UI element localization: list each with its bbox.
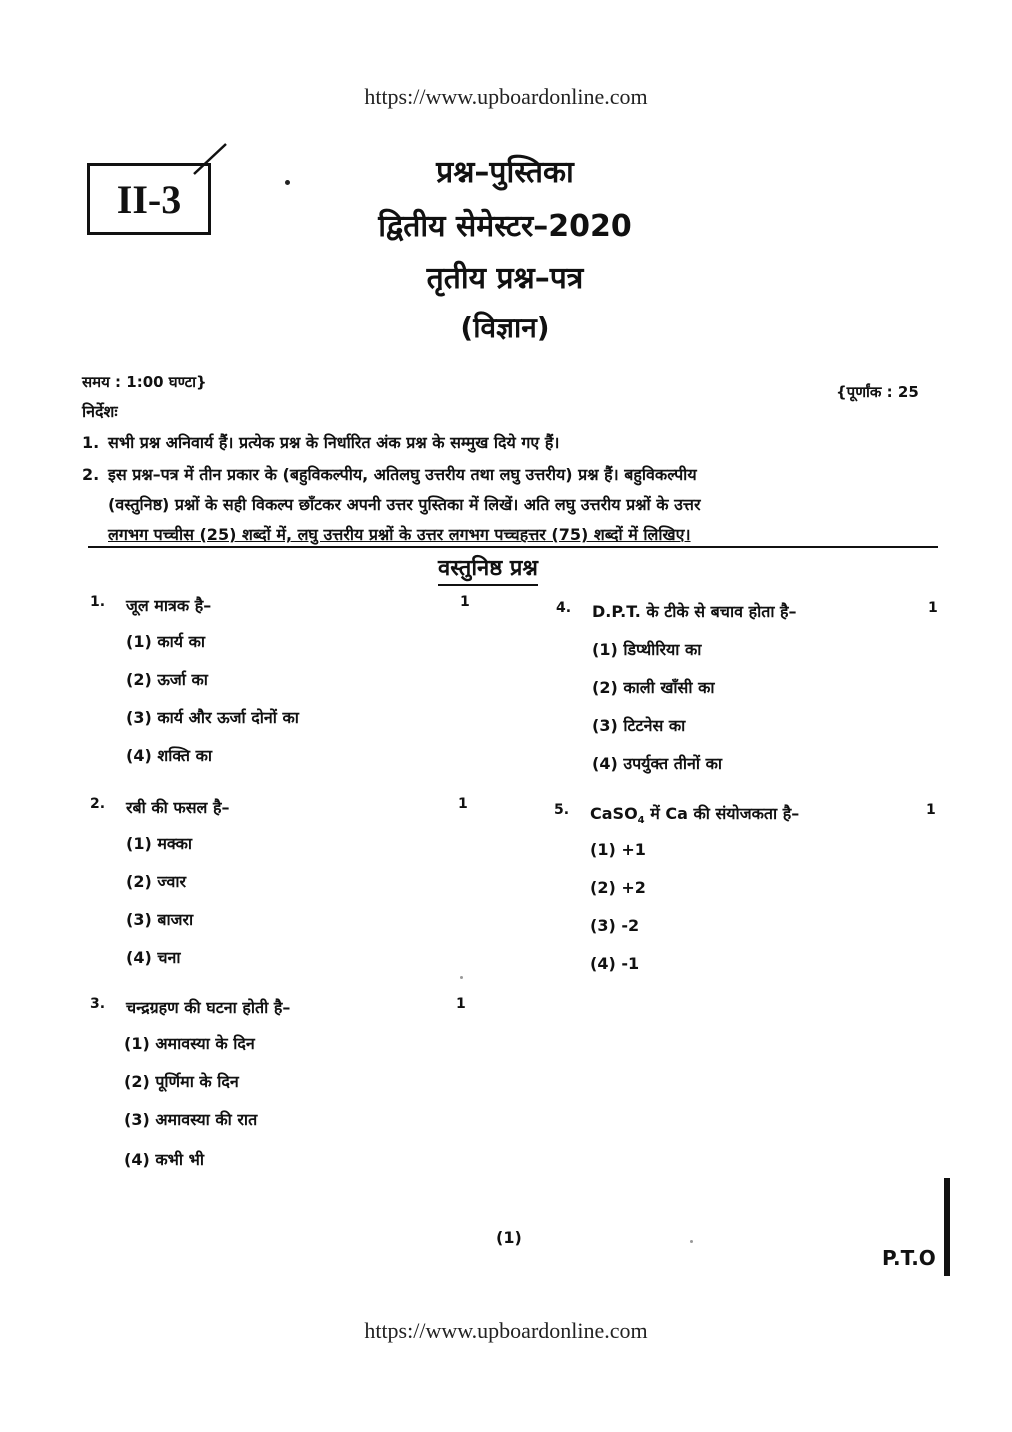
header-url: https://www.upboardonline.com — [364, 84, 648, 109]
option-1: (1) मक्का — [126, 834, 193, 853]
instructions-heading: निर्देशः — [82, 402, 118, 421]
instruction-number: 2. — [82, 465, 100, 484]
instruction-line: इस प्रश्न–पत्र में तीन प्रकार के (बहुविकल्पीय, अतिलघु उत्तरीय तथा लघु उत्तरीय) प्रश्न हैं। बहुविकल्पीय — [108, 465, 697, 484]
instruction-2 — [82, 460, 942, 550]
option-3: (3) कार्य और ऊर्जा दोनों का — [126, 708, 299, 727]
question-text: D.P.T. के टीके से बचाव होता है– — [592, 602, 797, 621]
option-1: (1) +1 — [590, 840, 646, 859]
question-marks: 1 — [460, 594, 470, 610]
question-marks: 1 — [926, 802, 936, 818]
option-2: (2) +2 — [590, 878, 646, 897]
question-number: 4. — [556, 600, 572, 616]
pto-label: P.T.O — [882, 1246, 936, 1270]
option-2: (2) काली खाँसी का — [592, 678, 715, 697]
question-number: 5. — [554, 802, 570, 818]
option-3: (3) बाजरा — [126, 910, 194, 929]
instruction-number: 1. — [82, 433, 100, 452]
question-text-rest: में Ca की संयोजकता है– — [644, 804, 800, 823]
instruction-1 — [82, 428, 942, 458]
instruction-line: (वस्तुनिष्ठ) प्रश्नों के सही विकल्प छाँटकर अपनी उत्तर पुस्तिका में लिखें। अति लघु उत्तरीय प्रश्नों के उत्तर — [108, 495, 701, 514]
pto-bar — [944, 1178, 950, 1276]
option-2: (2) ऊर्जा का — [126, 670, 208, 689]
question-number: 1. — [90, 594, 106, 610]
question-text — [590, 802, 799, 826]
formula-subscript: 4 — [637, 815, 645, 827]
option-1: (1) कार्य का — [126, 632, 206, 651]
option-4: (4) कभी भी — [124, 1150, 204, 1169]
option-3: (3) -2 — [590, 916, 640, 935]
option-3: (3) टिटनेस का — [592, 716, 686, 735]
paper-code: II-3 — [116, 176, 182, 222]
max-marks-label: {पूर्णांक : 25 — [836, 383, 919, 401]
option-4: (4) चना — [126, 948, 181, 967]
option-3: (3) अमावस्या की रात — [124, 1110, 258, 1129]
question-marks: 1 — [928, 600, 938, 616]
question-number: 2. — [90, 796, 106, 812]
instruction-line: लगभग पच्चीस (25) शब्दों में, लघु उत्तरीय प्रश्नों के उत्तर लगभग पच्चहत्तर (75) शब्दों में लिखिए। — [108, 525, 691, 544]
scan-mark — [460, 976, 463, 979]
subject-title: (विज्ञान) — [460, 311, 550, 344]
option-4: (4) उपर्युक्त तीनों का — [592, 754, 723, 773]
divider-rule — [88, 546, 938, 548]
section-title: वस्तुनिष्ठ प्रश्न — [438, 552, 538, 586]
paper-title: तृतीय प्रश्न–पत्र — [426, 261, 584, 296]
question-text: जूल मात्रक है– — [126, 596, 212, 615]
footer-url: https://www.upboardonline.com — [364, 1318, 648, 1343]
page-number: (1) — [496, 1228, 522, 1247]
question-marks: 1 — [458, 796, 468, 812]
option-2: (2) पूर्णिमा के दिन — [124, 1072, 239, 1091]
formula-text: CaSO — [590, 804, 638, 823]
option-1: (1) डिप्थीरिया का — [592, 640, 702, 659]
option-4: (4) शक्ति का — [126, 746, 213, 765]
question-marks: 1 — [456, 996, 466, 1012]
instruction-line: सभी प्रश्न अनिवार्य हैं। प्रत्येक प्रश्न के निर्धारित अंक प्रश्न के सम्मुख दिये गए हैं। — [108, 433, 560, 452]
option-2: (2) ज्वार — [126, 872, 187, 891]
scan-mark — [690, 1240, 693, 1243]
question-text: चन्द्रग्रहण की घटना होती है– — [126, 998, 291, 1017]
tick-mark-icon — [190, 140, 230, 180]
time-label: समय : 1:00 घण्टा} — [82, 373, 207, 391]
question-number: 3. — [90, 996, 106, 1012]
option-1: (1) अमावस्या के दिन — [124, 1034, 255, 1053]
semester-title: द्वितीय सेमेस्टर–2020 — [378, 209, 632, 244]
question-text: रबी की फसल है– — [126, 798, 230, 817]
booklet-title: प्रश्न–पुस्तिका — [436, 155, 574, 190]
option-4: (4) -1 — [590, 954, 640, 973]
